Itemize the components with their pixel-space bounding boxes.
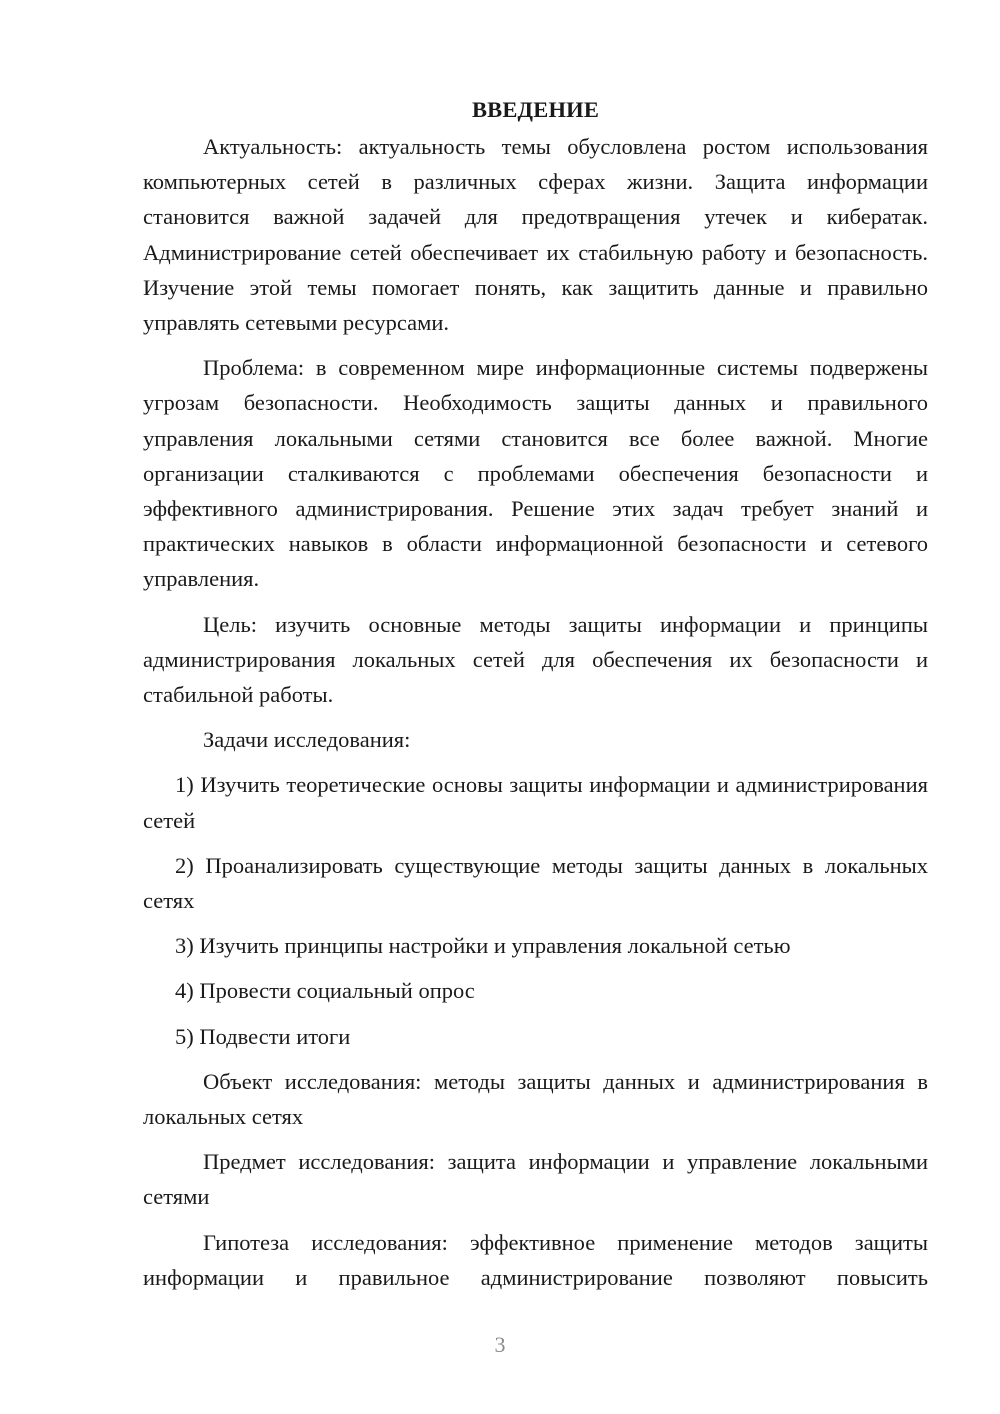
page-content [143, 92, 928, 1305]
tasks-list [143, 767, 928, 1053]
page-number: 3 [494, 1332, 506, 1357]
task-item-5: 5) Подвести итоги [175, 1023, 351, 1049]
tasks-heading: Задачи исследования: [203, 727, 411, 753]
task-item-2: 2) Проанализировать существующие методы защиты данных в локальных сетях [143, 852, 928, 914]
task-item-4: 4) Провести социальный опрос [175, 978, 475, 1004]
problem-paragraph: Проблема: в современном мире информационные системы подвержены угрозам безопасности. Необходимость защиты данных и правильного управления локальными сетями становится все более важной. Многие организации сталкиваются с проблемами обеспечения безопасности и эффективного администрирования. Решение этих задач требует знаний и практических навыков в области информационной безопасности и сетевого управления. [143, 355, 928, 592]
task-item-3: 3) Изучить принципы настройки и управления локальной сетью [175, 933, 791, 959]
subject-paragraph: Предмет исследования: защита информации и управление локальными сетями [143, 1149, 928, 1210]
task-item-1: 1) Изучить теоретические основы защиты информации и администрирования сетей [143, 772, 928, 833]
goal-paragraph: Цель: изучить основные методы защиты информации и принципы администрирования локальных сетей для обеспечения их безопасности и стабильной работы. [143, 611, 928, 708]
object-paragraph: Объект исследования: методы защиты данных и администрирования в локальных сетях [143, 1068, 928, 1130]
hypothesis-paragraph: Гипотеза исследования: эффективное применение методов защиты информации и правильное администрирование позволяют повысить [143, 1229, 928, 1290]
relevance-paragraph: Актуальность: актуальность темы обусловлена ростом использования компьютерных сетей в различных сферах жизни. Защита информации становится важной задачей для предотвращения утечек и кибератак. Администрирование сетей обеспечивает их стабильную работу и безопасность. Изучение этой темы помогает понять, как защитить данные и правильно управлять сетевыми ресурсами. [143, 134, 928, 336]
page-title: ВВЕДЕНИЕ [471, 97, 600, 122]
